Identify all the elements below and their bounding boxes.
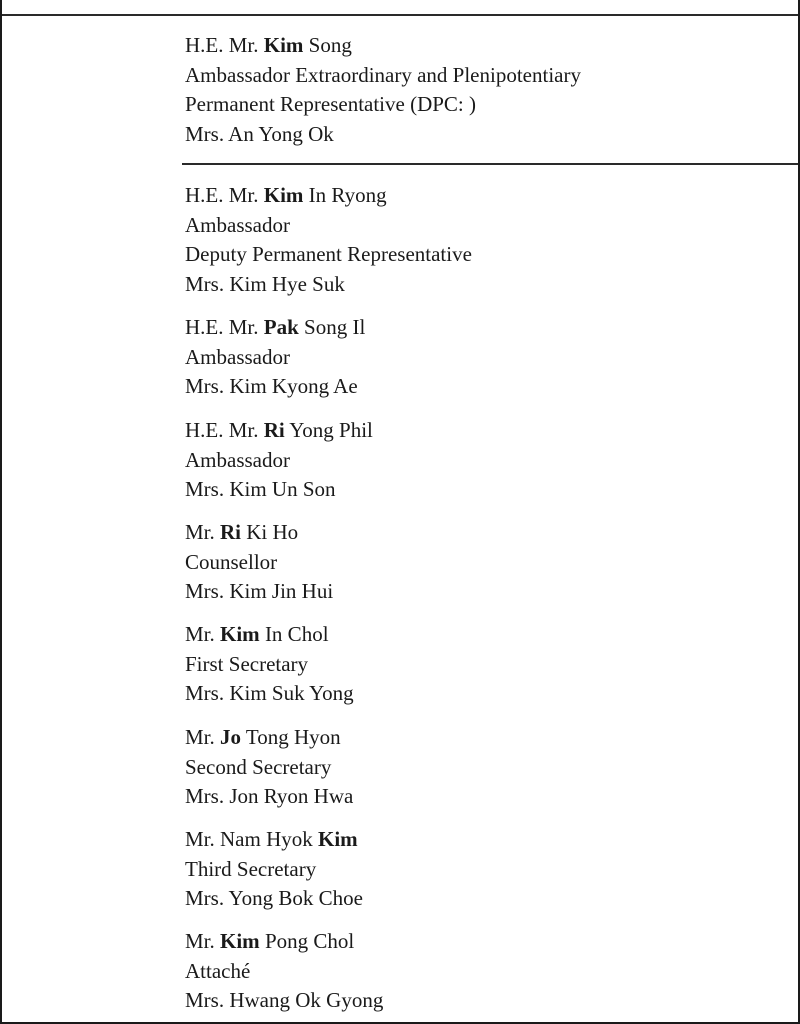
name-prefix: Mr. Nam Hyok — [185, 827, 318, 851]
delegate-entry — [185, 181, 472, 299]
delegate-name — [185, 416, 373, 446]
surname: Pak — [263, 315, 299, 339]
delegate-spouse: Mrs. Jon Ryon Hwa — [185, 784, 354, 808]
delegate-entry — [185, 927, 383, 1016]
given-name: Ki Ho — [241, 520, 299, 544]
given-name: Pong Chol — [259, 929, 355, 953]
given-name: Yong Phil — [284, 418, 373, 442]
delegate-name — [185, 825, 363, 855]
delegate-spouse: Mrs. Kim Suk Yong — [185, 681, 354, 705]
surname: Ri — [263, 418, 285, 442]
delegate-spouse: Mrs. An Yong Ok — [185, 121, 334, 146]
delegate-spouse: Mrs. Kim Jin Hui — [185, 579, 334, 603]
given-name: Song Il — [298, 315, 366, 339]
delegate-entry — [185, 518, 333, 607]
delegate-spouse: Mrs. Kim Kyong Ae — [185, 374, 358, 398]
delegate-title: Ambassador — [185, 447, 290, 472]
delegate-title: First Secretary — [185, 651, 309, 676]
top-rule — [2, 14, 798, 16]
name-prefix: Mr. — [185, 622, 221, 646]
name-prefix: Mr. — [185, 929, 221, 953]
delegate-spouse: Mrs. Hwang Ok Gyong — [185, 988, 384, 1012]
delegate-entry — [185, 31, 581, 149]
name-prefix: H.E. Mr. — [185, 315, 264, 339]
delegate-title: Counsellor — [185, 549, 278, 574]
delegate-spouse: Mrs. Yong Bok Choe — [185, 886, 363, 910]
name-prefix: Mr. — [185, 725, 221, 749]
delegate-name — [185, 181, 472, 211]
delegate-title: Ambassador Extraordinary and Plenipotentiary — [185, 62, 581, 87]
surname: Jo — [220, 725, 242, 749]
surname: Ri — [220, 520, 242, 544]
delegate-entry — [185, 416, 373, 505]
name-prefix: Mr. — [185, 520, 221, 544]
delegate-title: Deputy Permanent Representative — [185, 242, 472, 266]
delegate-title: Ambassador — [185, 344, 290, 369]
given-name: In Chol — [259, 622, 329, 646]
delegate-name — [185, 927, 383, 957]
delegate-spouse: Mrs. Kim Un Son — [185, 477, 336, 501]
surname: Kim — [220, 929, 260, 953]
name-prefix: H.E. Mr. — [185, 418, 264, 442]
name-prefix: H.E. Mr. — [185, 183, 264, 207]
delegate-title: Ambassador — [185, 212, 290, 237]
delegate-title: Third Secretary — [185, 856, 317, 881]
section-rule — [182, 163, 798, 165]
delegate-name — [185, 518, 333, 548]
delegate-name — [185, 313, 365, 343]
delegate-title: Second Secretary — [185, 754, 332, 779]
delegate-spouse: Mrs. Kim Hye Suk — [185, 271, 345, 296]
delegate-entry — [185, 313, 365, 402]
delegate-title: Attaché — [185, 958, 251, 983]
surname: Kim — [263, 33, 304, 57]
delegate-entry — [185, 620, 354, 709]
given-name: In Ryong — [303, 183, 387, 207]
surname: Kim — [263, 183, 304, 207]
given-name: Tong Hyon — [241, 725, 341, 749]
delegate-name — [185, 620, 354, 650]
delegate-entry — [185, 723, 353, 812]
delegate-title: Permanent Representative (DPC: ) — [185, 92, 477, 116]
name-prefix: H.E. Mr. — [185, 33, 264, 57]
delegate-entry — [185, 825, 363, 914]
delegate-name — [185, 723, 353, 753]
given-name: Song — [303, 33, 352, 57]
delegate-name — [185, 31, 581, 61]
surname: Kim — [220, 622, 260, 646]
surname: Kim — [318, 827, 358, 851]
